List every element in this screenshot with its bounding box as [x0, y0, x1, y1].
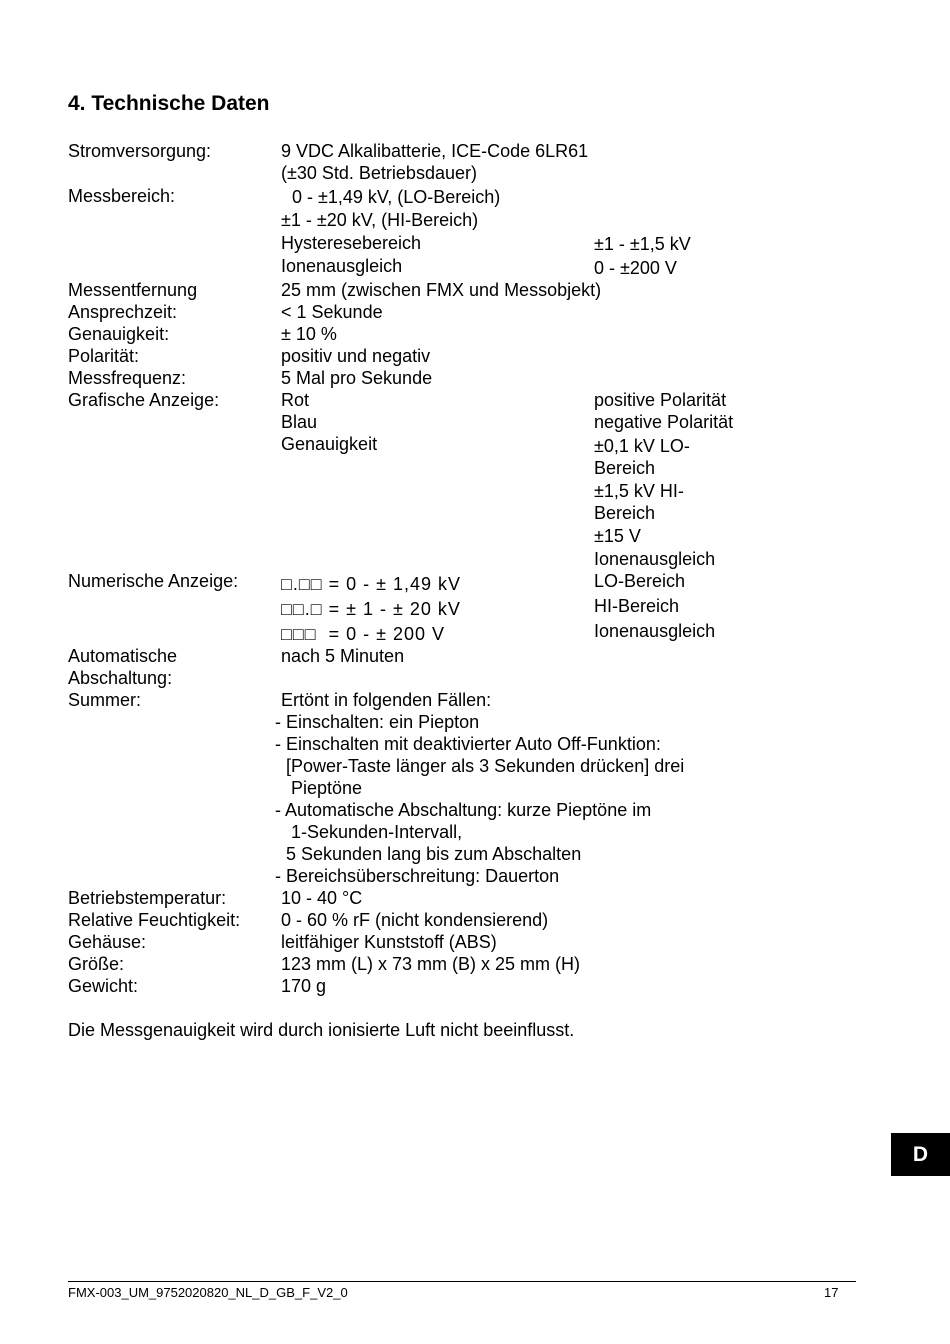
spec-buzzer-line: - Bereichsüberschreitung: Dauerton: [275, 866, 560, 886]
spec-label-range: Messbereich:: [68, 186, 176, 206]
spec-numeric-lo: □.□□ = 0 - ± 1,49 kV: [281, 574, 462, 594]
spec-buzzer-line: 1-Sekunden-Intervall,: [291, 822, 463, 842]
spec-value-size: 123 mm (L) x 73 mm (B) x 25 mm (H): [281, 954, 581, 974]
spec-graphic-blue-desc: negative Polarität: [594, 412, 734, 432]
spec-numeric-ion-desc: Ionenausgleich: [594, 621, 716, 641]
spec-label-housing: Gehäuse:: [68, 932, 147, 952]
spec-graphic-accuracy-ion-cont: Ionenausgleich: [594, 549, 716, 569]
spec-label-polarity: Polarität:: [68, 346, 140, 366]
spec-label-buzzer: Summer:: [68, 690, 142, 710]
page-title: 4. Technische Daten: [68, 92, 270, 115]
spec-buzzer-line: 5 Sekunden lang bis zum Abschalten: [286, 844, 582, 864]
spec-numeric-ion: □□□ = 0 - ± 200 V: [281, 624, 446, 644]
spec-buzzer-line: - Einschalten mit deaktivierter Auto Off-Funktion:: [275, 734, 661, 754]
spec-value-power: 9 VDC Alkalibatterie, ICE-Code 6LR61: [281, 141, 589, 161]
spec-graphic-accuracy-hi-cont: Bereich: [594, 503, 656, 523]
spec-label-frequency: Messfrequenz:: [68, 368, 187, 388]
spec-sublabel-hysteresis: Hysteresebereich: [281, 233, 422, 253]
spec-numeric-hi: □□.□ = ± 1 - ± 20 kV: [281, 599, 461, 619]
spec-value-humidity: 0 - 60 % rF (nicht kondensierend): [281, 910, 549, 930]
spec-label-autooff: Automatische: [68, 646, 178, 666]
spec-label-accuracy: Genauigkeit:: [68, 324, 170, 344]
language-tab: D: [891, 1133, 950, 1176]
spec-label-weight: Gewicht:: [68, 976, 139, 996]
spec-value-polarity: positiv und negativ: [281, 346, 431, 366]
spec-value-ion: 0 - ±200 V: [594, 258, 677, 278]
spec-label-temperature: Betriebstemperatur:: [68, 888, 227, 908]
spec-value-frequency: 5 Mal pro Sekunde: [281, 368, 433, 388]
spec-graphic-accuracy: Genauigkeit: [281, 434, 378, 454]
footer-page-number: 17: [824, 1285, 839, 1300]
spec-graphic-red: Rot: [281, 390, 310, 410]
spec-graphic-accuracy-ion: ±15 V: [594, 526, 641, 546]
spec-label-response: Ansprechzeit:: [68, 302, 178, 322]
spec-value-power-runtime: (±30 Std. Betriebsdauer): [281, 163, 477, 183]
spec-value-housing: leitfähiger Kunststoff (ABS): [281, 932, 497, 952]
spec-buzzer-line: - Einschalten: ein Piepton: [275, 712, 480, 732]
spec-graphic-red-desc: positive Polarität: [594, 390, 727, 410]
spec-numeric-lo-desc: LO-Bereich: [594, 571, 686, 591]
spec-value-range-hi: ±1 - ±20 kV, (HI-Bereich): [281, 210, 479, 230]
spec-label-graphic: Grafische Anzeige:: [68, 390, 220, 410]
footer-doc-id: FMX-003_UM_9752020820_NL_D_GB_F_V2_0: [68, 1285, 348, 1300]
spec-graphic-accuracy-lo-cont: Bereich: [594, 458, 656, 478]
note-paragraph: Die Messgenauigkeit wird durch ionisierte Luft nicht beeinflusst.: [68, 1020, 575, 1040]
spec-label-size: Größe:: [68, 954, 125, 974]
spec-buzzer-line: Pieptöne: [291, 778, 363, 798]
spec-label-numeric: Numerische Anzeige:: [68, 571, 239, 591]
spec-sublabel-ion: Ionenausgleich: [281, 256, 403, 276]
footer-divider: [68, 1281, 856, 1282]
spec-numeric-hi-desc: HI-Bereich: [594, 596, 680, 616]
spec-value-accuracy: ± 10 %: [281, 324, 337, 344]
spec-value-range-lo: 0 - ±1,49 kV, (LO-Bereich): [292, 187, 501, 207]
spec-value-distance: 25 mm (zwischen FMX und Messobjekt): [281, 280, 602, 300]
spec-buzzer-line: Ertönt in folgenden Fällen:: [281, 690, 492, 710]
spec-value-autooff: nach 5 Minuten: [281, 646, 405, 666]
spec-label-autooff-cont: Abschaltung:: [68, 668, 173, 688]
spec-label-humidity: Relative Feuchtigkeit:: [68, 910, 241, 930]
spec-graphic-accuracy-hi: ±1,5 kV HI-: [594, 481, 684, 501]
spec-value-hysteresis: ±1 - ±1,5 kV: [594, 234, 691, 254]
spec-graphic-blue: Blau: [281, 412, 318, 432]
spec-label-power: Stromversorgung:: [68, 141, 212, 161]
spec-graphic-accuracy-lo: ±0,1 kV LO-: [594, 436, 690, 456]
spec-value-weight: 170 g: [281, 976, 327, 996]
spec-value-response: < 1 Sekunde: [281, 302, 383, 322]
spec-buzzer-line: - Automatische Abschaltung: kurze Pieptöne im: [275, 800, 652, 820]
spec-buzzer-line: [Power-Taste länger als 3 Sekunden drücken] drei: [286, 756, 685, 776]
spec-label-distance: Messentfernung: [68, 280, 198, 300]
spec-value-temperature: 10 - 40 °C: [281, 888, 363, 908]
